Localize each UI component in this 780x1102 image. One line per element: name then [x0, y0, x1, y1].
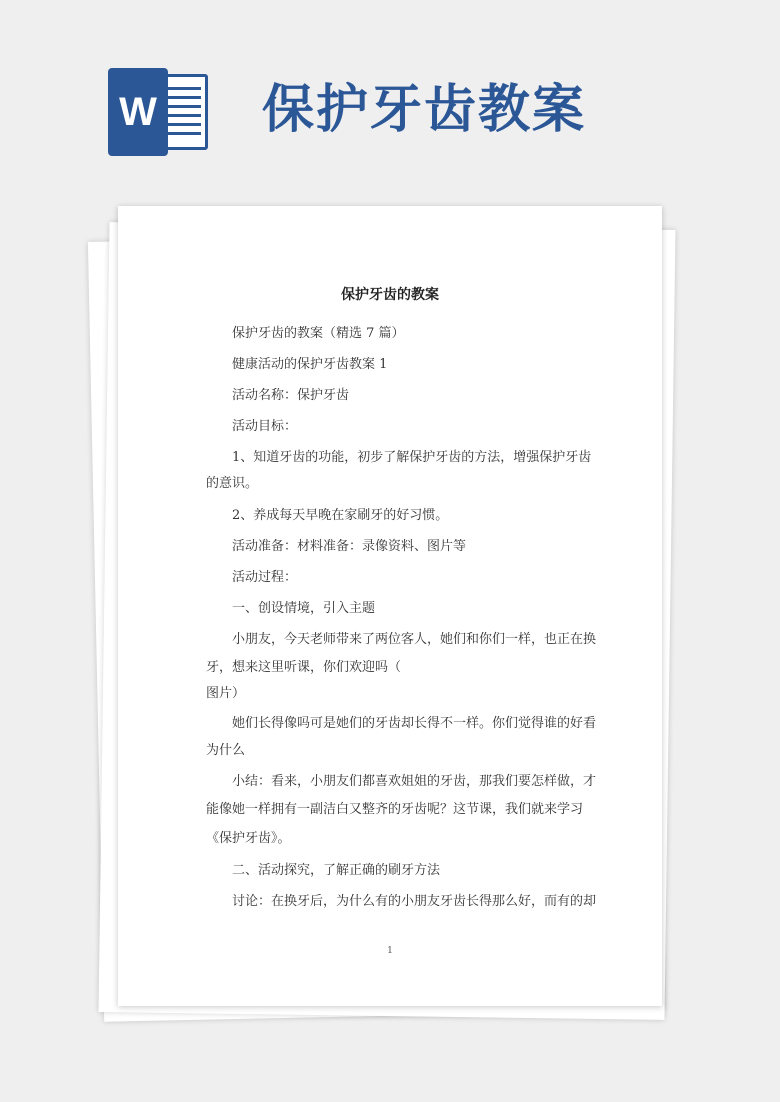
paragraph-line: 活动目标：: [232, 419, 298, 434]
paragraph-line: 活动准备：材料准备：录像资料、图片等: [232, 539, 467, 554]
page-title: 保护牙齿教案: [262, 80, 587, 140]
document-page: [118, 206, 662, 1006]
paragraph-line: 一、创设情境，引入主题: [232, 601, 376, 616]
header: [0, 0, 780, 200]
paragraph-line: 牙，想来这里听课，你们欢迎吗（: [206, 660, 402, 675]
word-icon-badge: W: [108, 68, 168, 156]
paragraph-line: 讨论：在换牙后，为什么有的小朋友牙齿长得那么好，而有的却: [232, 894, 597, 909]
paragraph-line: 二、活动探究，了解正确的刷牙方法: [232, 863, 441, 878]
paragraph-line: 的意识。: [206, 476, 259, 491]
paragraph-line: 她们长得像吗可是她们的牙齿却长得不一样。你们觉得谁的好看: [232, 716, 597, 731]
paragraph-line: 1、知道牙齿的功能，初步了解保护牙齿的方法，增强保护牙齿: [232, 450, 592, 465]
paragraph-line: 小结：看来，小朋友们都喜欢姐姐的牙齿，那我们要怎样做，才: [232, 774, 597, 789]
page-number: 1: [387, 946, 393, 956]
paragraph-line: 图片）: [206, 686, 246, 701]
paragraph-line: 2、养成每天早晚在家刷牙的好习惯。: [232, 508, 449, 523]
paragraph-line: 活动名称：保护牙齿: [232, 388, 350, 403]
paragraph-line: 保护牙齿的教案（精选 7 篇）: [232, 326, 405, 341]
document-heading: 保护牙齿的教案: [341, 287, 439, 303]
paragraph-line: 活动过程：: [232, 570, 298, 585]
paragraph-line: 《保护牙齿》。: [206, 831, 291, 846]
paragraph-line: 健康活动的保护牙齿教案 1: [232, 357, 388, 372]
paragraph-line: 小朋友，今天老师带来了两位客人，她们和你们一样，也正在换: [232, 632, 597, 647]
paragraph-line: 为什么: [206, 743, 246, 758]
paragraph-line: 能像她一样拥有一副洁白又整齐的牙齿呢？这节课，我们就来学习: [206, 802, 584, 817]
word-icon: [108, 68, 210, 156]
